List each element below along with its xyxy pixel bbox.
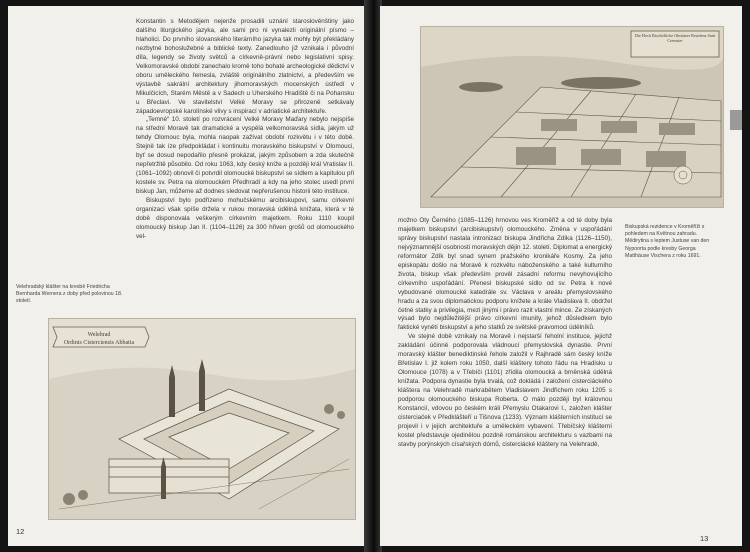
kromeriz-title: Die Hoch Bischöfliche Olmützer Residenz Statt Cremsier [634,33,716,44]
engraving-title: Welehrad [87,332,111,338]
right-page-number: 13 [700,534,709,543]
kromeriz-title-cartouche [631,31,719,57]
engraving-subtitle: Ordinis Cisterciensis Abbatia [63,340,135,346]
page-edge-tab [730,110,742,130]
engraving-title-banner [53,327,149,347]
left-paragraph-2: „Temné“ 10. století po rozvrácení Velké Moravy Maďary nebylo nejspíše na střední Moravě tak dramatické a vyspělá velkomoravská sídla, jakým už tehdy Olomouc byla, mohla naopak zažívat období rozkvětu i v této době. Stejně tak íze předpokládat i kontinuitu moravského biskupství v Olomouci, byť se dosud nepodařilo přesně prokázat, jakým způsobem a zda skutečně nepřetržitě působilo. Od roku 1063, kdy český kníže a později král Vratislav II. (1061–1092) obnovil či potvrdil olomoucké biskupství se sídlem a kapitulou při kostele sv. Petra na olomouckém Předhradí a kdy na jeho stolec usedl první biskup Jan, můžeme až dodnes sledovat nepřerušenou historii této instituce. [136,116,354,196]
left-body-text [136,18,354,242]
right-paragraph-2: Ve stejné době vznikaly na Moravě i nejstarší řeholní instituce, jejichž zakládání účinně podporovala vládnoucí přemyslovská dynastie. První moravský klášter benediktinské řehole založil v Rajhradě sám český kníže Břetislav I. již kolem roku 1050, další kláštery tohoto řádu na Hradisku u Olomouce (1078) a v Třebíči (1101) zřídila olomoucká a brněnská údělná knížata. Podpora dynastie byla trvalá, což dokládá i založení cisterciáckého kláštera na Velehradě markrabětem Vladislavem Jindřichem roku 1205 s podporou olomouckého biskupa Roberta. O málo později byl královnou Konstancií, vdovou po českém králi Přemyslu Otakarovi I., založen klášter cisterciaček v Předklášteří u Tišnova (1233). Význam klášterních institucí se projevil i v jejich architektuře a uměleckém vybavení. Třebíčský klášterní kostel představuje ojedinělou pozdně románskou architekturu s vazbami na stavby porýnských císařských dómů, cisterciácké kláštery na Velehradě, [398,333,612,448]
velehrad-engraving [48,318,356,520]
left-paragraph-3: Biskupství bylo podřízeno mohučskému arcibiskupovi, samu církevní organizaci však spíše držela v rukou moravská údělná knížata, která v té době disponovala veškerým církevním majetkem. Roku 1110 koupil olomoucký biskup Jan II. (1104–1126) za 300 hřiven grošů od olomouckého vel- [136,197,354,240]
left-page-number: 12 [16,527,25,536]
left-caption: Velehradský klášter na kresbě Friedricha Bernharda Wernera z doby před polovinou 18. století. [16,284,123,305]
kromeriz-engraving [420,26,724,208]
right-paragraph-1: možno Oty Černého (1085–1126) hrnovou ves Kroměříž a od té doby byla majetkem biskupství (arcibiskupství) olomouckého. Změna v uspořádání správy biskupství nastala intronizací biskupa Jindřicha Zdíka (1126–1150), nejvýznamnější osobnosti moravských dějin 12. století. Diplomat a energický reformátor Zdík byl snad synem pražského kronikáře Kosmy. Za jeho episkopátu došlo na Moravě k rozkvětu náboženského a také kulturního života, biskup však především prověl zásadní reformu nevyhovujícího církevního uspořádání. Přenesl biskupské sídlo od sv. Petra k nové vybudované olomoucké katedrále sv. Václava v areálu přemyslovského hradu a za svou diplomatickou podporu knížete a krále Vladislava II. obdržel četné statky a privilegia, mezi jinými i právo razit vlastní mince. Ze získaných výsad bylo nejdůležitější právo církevní imunity, jehož důsledkem bylo faktické vynětí biskupství a jeho statků ze světské pravomoci údělníků. [398,217,612,332]
right-body-text [398,217,612,450]
right-caption: Biskupská rezidence v Kroměříži s pohledem na Květnou zahradu. Mědirytina s leptem Justuse van den Nypoorta podle kresby Georga Matthäuse Vischera z roku 1691. [625,224,710,259]
left-page [8,6,372,546]
left-paragraph-1: Konstantin s Metodějem nejenže prosadili uznání staroslověnštiny jako dalšího liturgického jazyka, ale sami pro ni vynalezli originální písmo – hlaholici. Do prvního slovanského literárního jazyka tak mohly být překládány nezbytné bohoslužebné a biblické texty. Zanedlouho již vznikala i původní díla, legendy se životy světců a církevně-právní nebo legislativní spisy. Velkomoravské období zanechalo kromě toho bohaté archeologické dědictví v oboru uměleckého řemesla, zvláště originálního zlatnictví, a především ve výstavbě sakrální architektury jihomoravských mocenských ústředí v Mikulčicích, Starém Městě a v Sadech u Uherského Hradiště či na Pohansku u Břeclavi. Ve stavitelství Velké Moravy se přirozeně setkávaly západoevropské karolínské vlivy s inspirací v adriatické architektuře. [136,18,354,115]
right-page [380,6,742,546]
